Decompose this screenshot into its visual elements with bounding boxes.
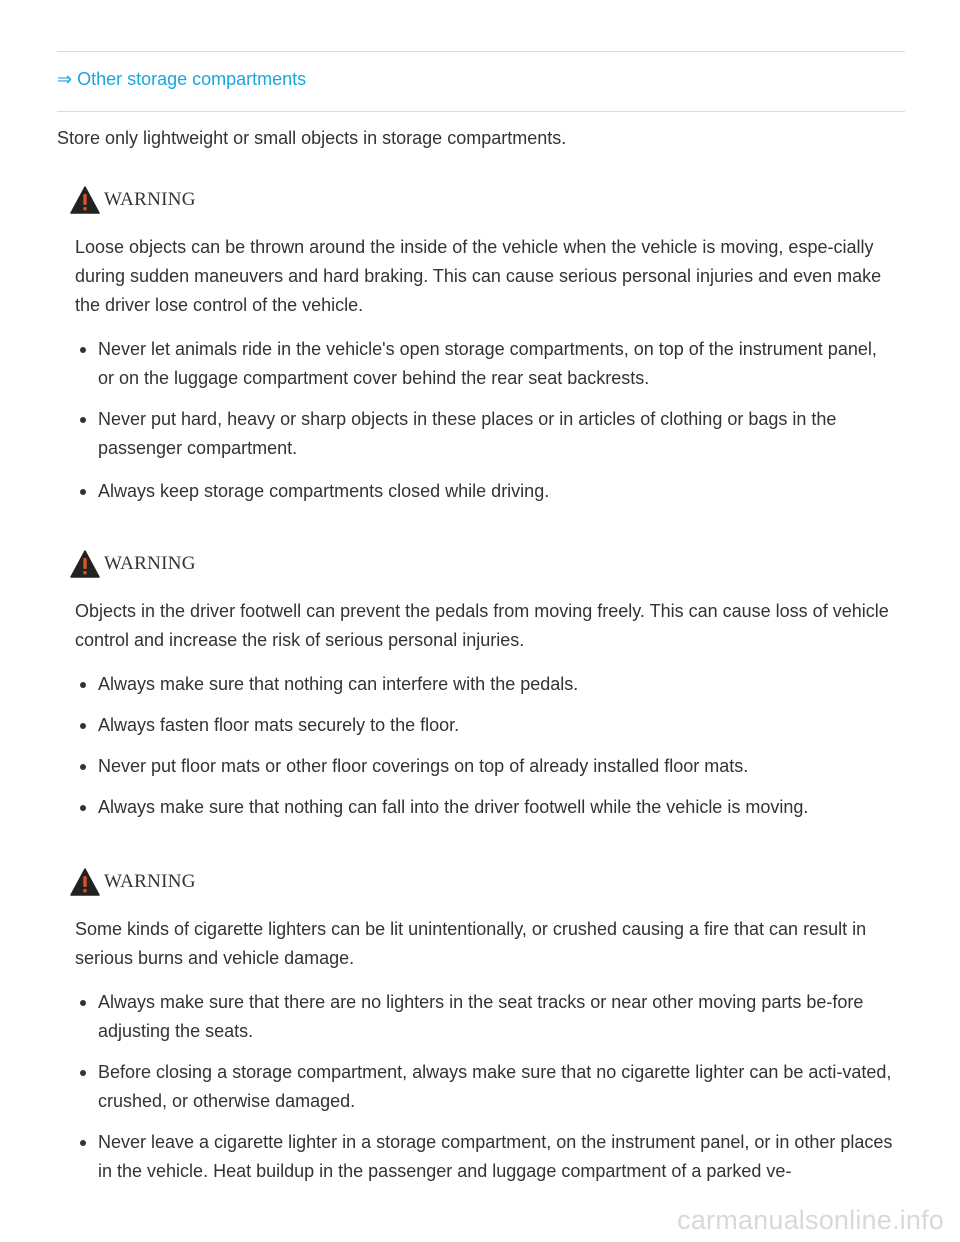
watermark-text: carmanualsonline.info bbox=[677, 1205, 944, 1235]
warning-header bbox=[70, 867, 196, 897]
list-item: Never let animals ride in the vehicle's open storage compartments, on top of the instrument panel, or on the luggage compartment cover behind the rear seat backrests. bbox=[80, 335, 895, 393]
list-item: Never leave a cigarette lighter in a storage compartment, on the instrument panel, or in other places in the vehicle. Heat buildup in the passenger and luggage compartment of a parked ve- bbox=[80, 1128, 895, 1186]
list-item: Never put hard, heavy or sharp objects in these places or in articles of clothing or bags in the passenger compartment. bbox=[80, 405, 895, 463]
warning-text: Loose objects can be thrown around the inside of the vehicle when the vehicle is moving, espe-cially during sudden maneuvers and hard braking. This can cause serious personal injuries and even make the driver lose control of the vehicle. bbox=[75, 237, 882, 315]
warning-title: WARNING bbox=[104, 553, 196, 574]
warning-triangle-icon bbox=[70, 550, 100, 578]
top-divider bbox=[57, 51, 905, 52]
list-item: Never put floor mats or other floor coverings on top of already installed floor mats. bbox=[80, 752, 895, 781]
list-item: Always make sure that there are no lighters in the seat tracks or near other moving parts be-fore adjusting the seats. bbox=[80, 988, 895, 1046]
warning-title: WARNING bbox=[104, 871, 196, 892]
list-item: Always keep storage compartments closed while driving. bbox=[80, 477, 895, 506]
list-item: Before closing a storage compartment, always make sure that no cigarette lighter can be acti-vated, crushed, or otherwise damaged. bbox=[80, 1058, 895, 1116]
list-item: Always make sure that nothing can fall into the driver footwell while the vehicle is moving. bbox=[80, 793, 895, 822]
warning-triangle-icon bbox=[70, 868, 100, 896]
warning-bullet-list bbox=[80, 670, 895, 834]
intro-text: Store only lightweight or small objects in storage compartments. bbox=[57, 128, 567, 148]
warning-header bbox=[70, 549, 196, 579]
header-divider bbox=[57, 111, 905, 112]
storage-compartments-link[interactable]: ⇒ Other storage compartments bbox=[57, 69, 307, 89]
warning-bullet-list bbox=[80, 335, 895, 506]
warning-title: WARNING bbox=[104, 189, 196, 210]
warning-triangle-icon bbox=[70, 186, 100, 214]
warning-text: Some kinds of cigarette lighters can be lit unintentionally, or crushed causing a fire that can result in serious burns and vehicle damage. bbox=[75, 919, 867, 968]
warning-text: Objects in the driver footwell can prevent the pedals from moving freely. This can cause loss of vehicle control and increase the risk of serious personal injuries. bbox=[75, 601, 889, 650]
warning-header bbox=[70, 185, 196, 215]
list-item: Always make sure that nothing can interfere with the pedals. bbox=[80, 670, 895, 699]
list-item: Always fasten floor mats securely to the floor. bbox=[80, 711, 895, 740]
warning-bullet-list bbox=[80, 988, 895, 1198]
